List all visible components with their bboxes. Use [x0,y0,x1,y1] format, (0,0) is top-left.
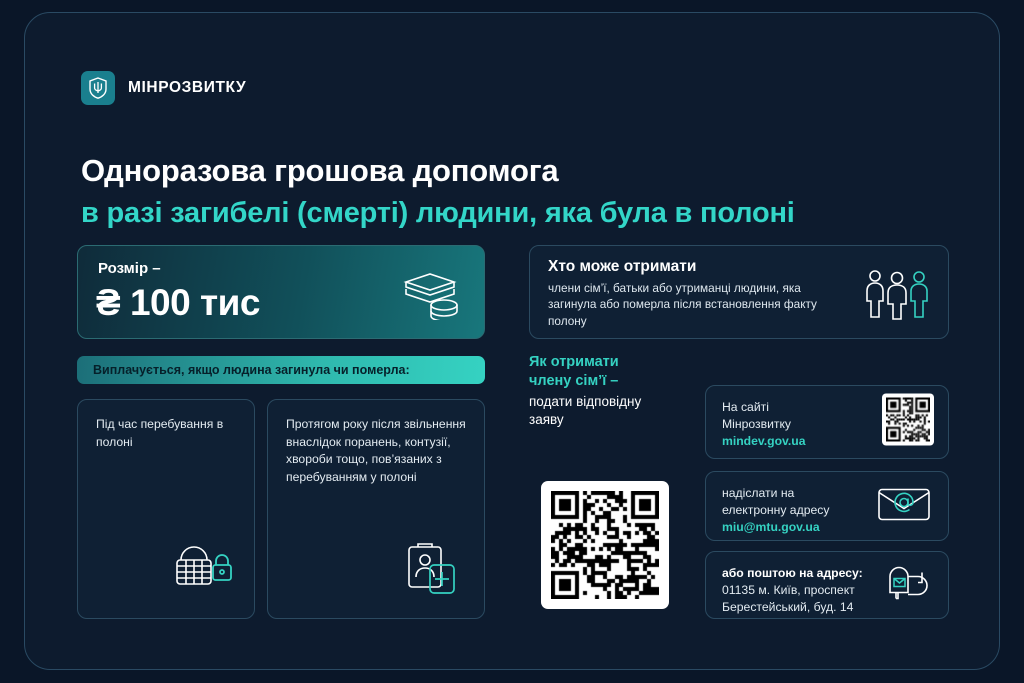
qr-code-icon[interactable] [882,394,934,451]
who-can-receive-card [529,245,949,339]
channel-line1: 01135 м. Київ, проспект [722,583,855,598]
family-icon [864,268,930,325]
page-title-line2: в разі загибелі (смерті) людини, яка була в полоні [81,197,795,229]
condition-card-1 [77,399,255,619]
channel-text [722,399,882,450]
channel-website-card[interactable] [705,385,949,459]
envelope-at-icon [876,484,932,529]
prisoner-lock-icon [172,541,238,604]
qr-code-canvas [886,398,930,442]
channel-line2: електронну адресу [722,503,830,518]
how-to-get-title [529,353,619,391]
medical-folder-icon [404,541,468,604]
mailbox-icon [884,559,932,612]
channel-line2: Мінрозвитку [722,417,792,432]
how-to-get-subtitle: подати відповідну заяву [529,394,642,428]
paid-if-text: Виплачується, якщо людина загинула чи померла: [93,363,410,377]
condition-text: Під час перебування в полоні [96,417,224,449]
brand-logo [81,71,246,105]
channel-line1: На сайті [722,400,769,414]
channel-line1: надіслати на [722,486,795,500]
postal-heading: або поштою на адресу: [722,566,863,580]
channel-postal-card [705,551,949,619]
website-link[interactable]: mindev.gov.ua [722,434,806,449]
who-text: члени сім’ї, батьки або утриманці людини, яка загинула або померла після встановлення факту полону [548,281,817,328]
amount-label: Розмір – [98,260,161,277]
qr-code-icon [551,491,659,599]
how-title-line2: члену сім’ї – [529,372,619,389]
how-title-line1: Як отримати [529,354,619,370]
page-title-line1: Одноразова грошова допомога [81,153,559,188]
channel-line2: Берестейський, буд. 14 [722,600,854,615]
trident-shield-icon [81,71,115,105]
brand-name: МІНРОЗВИТКУ [128,79,247,96]
poster-container [24,12,1000,670]
channel-text [722,485,882,536]
condition-text: Протягом року після звільнення внаслідок поранень, контузії, хвороби тощо, пов’язаних з перебуванням у полоні [286,417,466,485]
money-stack-icon [400,268,462,325]
amount-value: ₴ 100 тис [96,282,260,323]
channel-email-card[interactable] [705,471,949,541]
amount-card [77,245,485,339]
channel-text [722,565,882,616]
email-link[interactable]: miu@mtu.gov.ua [722,520,820,535]
qr-code-main[interactable] [541,481,669,609]
condition-card-2 [267,399,485,619]
who-title: Хто може отримати [548,258,697,275]
paid-if-banner [77,356,485,384]
